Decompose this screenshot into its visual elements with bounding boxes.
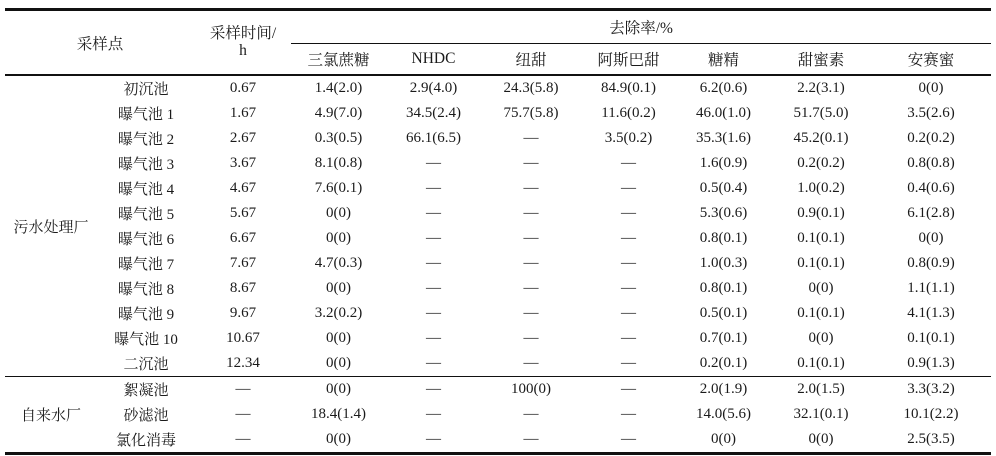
removal-rate-value: — [523, 355, 539, 371]
removal-rate-value: 0(0) [808, 330, 834, 346]
removal-rate-value: 3.3(3.2) [871, 377, 991, 403]
table-row [5, 402, 991, 427]
removal-rate-value: 0.1(0.1) [797, 355, 845, 371]
removal-rate-value: 35.3(1.6) [696, 130, 752, 146]
removal-rate-value: — [426, 330, 442, 346]
removal-rate-value: 2.5(3.5) [907, 431, 955, 447]
removal-rate-table [5, 8, 991, 455]
removal-rate-value: — [426, 255, 442, 271]
removal-rate-value: — [621, 355, 637, 371]
removal-rate-value: 1.4(2.0) [314, 80, 363, 96]
col-header-cyclamate: 甜蜜素 [797, 52, 845, 69]
removal-rate-value: — [386, 377, 481, 403]
removal-rate-value: — [523, 255, 539, 271]
removal-rate-value: 0.5(0.4) [699, 180, 748, 196]
removal-rate-value: — [523, 406, 539, 422]
sampling-time-value: 12.34 [226, 355, 260, 371]
table-row [5, 201, 991, 226]
removal-rate-value: 11.6(0.2) [601, 105, 656, 121]
sampling-time-line1: 采样时间/ [209, 24, 277, 42]
removal-rate-value: 2.0(1.5) [771, 377, 871, 403]
removal-rate-value: — [426, 305, 442, 321]
table-row [5, 75, 991, 101]
sampling-time-value: 0.67 [229, 80, 257, 96]
col-header-aspartame: 阿斯巴甜 [597, 52, 660, 69]
removal-rate-value: 0(0) [808, 431, 834, 447]
col-header-nhdc: NHDC [411, 50, 456, 67]
site-name: 砂滤池 [123, 408, 169, 424]
removal-rate-value: — [621, 431, 637, 447]
site-name: 曝气池 10 [114, 332, 178, 348]
removal-rate-value: — [426, 230, 442, 246]
removal-rate-value: 1.6(0.9) [699, 155, 748, 171]
removal-rate-value: 0.5(0.1) [699, 305, 748, 321]
sampling-time-line2: h [239, 42, 247, 60]
removal-rate-value: — [523, 205, 539, 221]
site-name: 曝气池 8 [117, 282, 175, 298]
removal-rate-value: 0.8(0.1) [699, 230, 748, 246]
removal-rate-value: — [426, 155, 442, 171]
removal-rate-value: 0(0) [326, 230, 352, 246]
header-row-top [5, 10, 991, 44]
table-header [5, 10, 991, 76]
removal-rate-value: 0.8(0.8) [907, 155, 955, 171]
site-name: 曝气池 2 [117, 132, 175, 148]
removal-rate-value: 0.3(0.5) [314, 130, 363, 146]
removal-rate-value: 0(0) [291, 377, 386, 403]
table-row [5, 301, 991, 326]
removal-rate-value: 7.6(0.1) [314, 180, 363, 196]
removal-rate-value: 14.0(5.6) [696, 406, 752, 422]
removal-rate-value: — [621, 305, 637, 321]
removal-rate-value: 0.1(0.1) [797, 230, 845, 246]
removal-rate-value: 2.9(4.0) [409, 80, 458, 96]
removal-rate-value: 45.2(0.1) [793, 130, 849, 146]
table-row [5, 251, 991, 276]
table-row [5, 151, 991, 176]
site-name: 曝气池 6 [117, 232, 175, 248]
removal-rate-value: 0(0) [326, 431, 352, 447]
removal-rate-value: 0.1(0.1) [797, 305, 845, 321]
removal-rate-value: 4.7(0.3) [314, 255, 363, 271]
site-name: 二沉池 [123, 357, 169, 373]
col-header-acesulfame: 安赛蜜 [907, 52, 955, 69]
removal-rate-value: 18.4(1.4) [311, 406, 367, 422]
col-header-neotame: 纽甜 [515, 52, 547, 69]
table-row [5, 276, 991, 301]
removal-rate-value: — [426, 180, 442, 196]
removal-rate-value: — [426, 431, 442, 447]
removal-rate-value: — [523, 305, 539, 321]
removal-rate-value: 1.0(0.3) [699, 255, 748, 271]
sampling-time-value: 10.67 [226, 330, 260, 346]
removal-rate-value: 8.1(0.8) [314, 155, 363, 171]
sampling-time-value: 3.67 [229, 155, 257, 171]
sampling-time-value: 1.67 [229, 105, 257, 121]
col-header-sampling-point: 采样点 [76, 35, 124, 53]
removal-rate-value: — [426, 406, 442, 422]
table-row [5, 326, 991, 351]
removal-rate-value: 3.5(2.6) [907, 105, 955, 121]
removal-rate-value: 6.1(2.8) [907, 205, 955, 221]
site-name: 曝气池 1 [117, 107, 175, 123]
removal-rate-value: 0.4(0.6) [907, 180, 955, 196]
sampling-time-value: 7.67 [229, 255, 257, 271]
removal-rate-value: — [621, 230, 637, 246]
removal-rate-value: 46.0(1.0) [696, 105, 752, 121]
removal-rate-value: 66.1(6.5) [406, 130, 462, 146]
table-row [5, 176, 991, 201]
sampling-time-value: 4.67 [229, 180, 257, 196]
removal-rate-value: 0(0) [918, 230, 944, 246]
col-header-saccharin: 糖精 [708, 52, 740, 69]
removal-rate-value: 24.3(5.8) [503, 80, 559, 96]
sampling-time-value: 6.67 [229, 230, 257, 246]
removal-rate-value: 51.7(5.0) [793, 105, 849, 121]
removal-rate-value: 0.9(1.3) [907, 355, 955, 371]
removal-rate-value: 0.2(0.1) [699, 355, 748, 371]
sampling-time-value: 2.67 [229, 130, 257, 146]
removal-rate-value: — [621, 255, 637, 271]
site-name: 初沉池 [123, 82, 169, 98]
removal-rate-value: 4.9(7.0) [314, 105, 363, 121]
removal-rate-value: 100(0) [481, 377, 581, 403]
removal-rate-value: — [523, 130, 539, 146]
removal-rate-value: — [523, 180, 539, 196]
removal-rate-value: 0(0) [808, 280, 834, 296]
removal-rate-value: 0.2(0.2) [907, 130, 955, 146]
removal-rate-value: 0.1(0.1) [907, 330, 955, 346]
site-name: 曝气池 9 [117, 307, 175, 323]
table-body [5, 75, 991, 454]
group-label: 自来水厂 [5, 377, 97, 454]
removal-rate-value: 5.3(0.6) [699, 205, 748, 221]
sampling-time-value: 8.67 [229, 280, 257, 296]
removal-rate-value: — [523, 280, 539, 296]
removal-rate-value: 0.9(0.1) [797, 205, 845, 221]
removal-rate-value: 0(0) [711, 431, 737, 447]
removal-rate-value: 0(0) [326, 355, 352, 371]
table-row [5, 126, 991, 151]
col-header-removal-rate: 去除率/% [291, 10, 991, 44]
site-name: 絮凝池 [97, 377, 195, 403]
site-name: 曝气池 3 [117, 157, 175, 173]
removal-rate-value: 84.9(0.1) [601, 80, 657, 96]
removal-rate-value: 0.7(0.1) [699, 330, 748, 346]
col-header-sucralose: 三氯蔗糖 [307, 52, 370, 69]
table-row [5, 377, 991, 403]
sampling-time-value: 5.67 [229, 205, 257, 221]
sampling-time-value: — [195, 377, 291, 403]
removal-rate-value: 32.1(0.1) [793, 406, 849, 422]
sampling-time-value: 9.67 [229, 305, 257, 321]
site-name: 氯化消毒 [116, 433, 177, 449]
removal-rate-value: — [426, 205, 442, 221]
removal-rate-value: — [523, 330, 539, 346]
removal-rate-value: 0(0) [918, 80, 944, 96]
table-row [5, 427, 991, 454]
removal-rate-value: — [426, 280, 442, 296]
removal-rate-value: 3.5(0.2) [604, 130, 653, 146]
removal-rate-value: 4.1(1.3) [907, 305, 955, 321]
table-row [5, 351, 991, 377]
site-name: 曝气池 5 [117, 207, 175, 223]
removal-rate-value: — [621, 330, 637, 346]
removal-rate-value: — [621, 406, 637, 422]
site-name: 曝气池 4 [117, 182, 175, 198]
col-header-sampling-time [195, 10, 291, 76]
removal-rate-value: 34.5(2.4) [406, 105, 462, 121]
removal-rate-value: 75.7(5.8) [503, 105, 559, 121]
removal-rate-value: — [523, 431, 539, 447]
removal-rate-value: 2.2(3.1) [797, 80, 845, 96]
sampling-time-value: — [235, 431, 251, 447]
removal-rate-value: 0.1(0.1) [797, 255, 845, 271]
table-row [5, 101, 991, 126]
removal-rate-value: — [523, 230, 539, 246]
removal-rate-value: — [621, 180, 637, 196]
removal-rate-value: 0.2(0.2) [797, 155, 845, 171]
removal-rate-value: 3.2(0.2) [314, 305, 363, 321]
removal-rate-value: 1.1(1.1) [907, 280, 955, 296]
removal-rate-value: 2.0(1.9) [676, 377, 771, 403]
removal-rate-value: — [621, 205, 637, 221]
removal-rate-value: 0(0) [326, 280, 352, 296]
removal-rate-value: 1.0(0.2) [797, 180, 845, 196]
group-label: 污水处理厂 [13, 219, 89, 236]
removal-rate-value: — [426, 355, 442, 371]
removal-rate-value: — [523, 155, 539, 171]
removal-rate-value: — [621, 280, 637, 296]
site-name: 曝气池 7 [117, 257, 175, 273]
removal-rate-value: 10.1(2.2) [903, 406, 959, 422]
removal-rate-value: — [581, 377, 676, 403]
removal-rate-value: 0.8(0.9) [907, 255, 955, 271]
table-row [5, 226, 991, 251]
removal-rate-value: — [621, 155, 637, 171]
removal-rate-value: 0.8(0.1) [699, 280, 748, 296]
removal-rate-value: 6.2(0.6) [699, 80, 748, 96]
removal-rate-value: 0(0) [326, 205, 352, 221]
sampling-time-value: — [235, 406, 251, 422]
removal-rate-value: 0(0) [326, 330, 352, 346]
